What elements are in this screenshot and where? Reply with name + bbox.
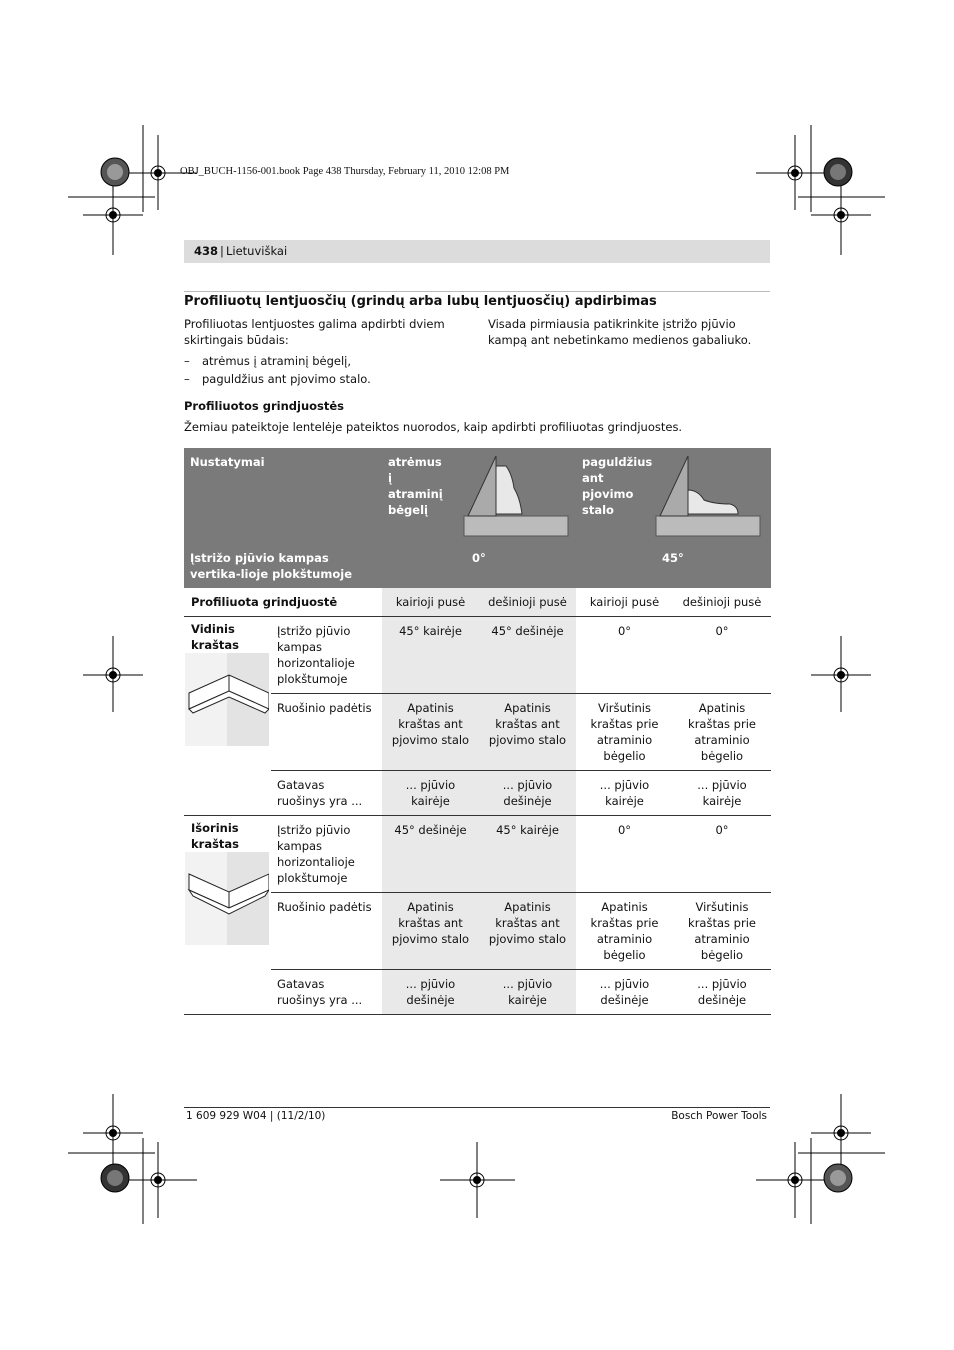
footer-brand: Bosch Power Tools bbox=[671, 1110, 767, 1122]
row-label: Įstrižo pjūvio kampas horizontalioje plokštumoje bbox=[277, 624, 355, 686]
bullet-item: atrėmus į atraminį bėgelį, bbox=[202, 354, 352, 368]
row-label: Gatavas ruošinys yra ... bbox=[271, 771, 382, 816]
fence-position-icon bbox=[462, 454, 572, 538]
bullet-item: paguldžius ant pjovimo stalo. bbox=[202, 372, 371, 386]
group-name: Išorinis kraštas bbox=[191, 821, 240, 851]
header-group-fence-label: atrėmus į atraminį bėgelį bbox=[388, 455, 443, 517]
table-row bbox=[184, 694, 771, 771]
table-cell: Viršutinis kraštas prie atraminio bėgelio bbox=[673, 893, 771, 970]
table-cell: Apatinis kraštas prie atraminio bėgelio bbox=[576, 893, 673, 970]
table-cell: 0° bbox=[617, 823, 632, 837]
table-cell: ... pjūvio kairėje bbox=[673, 771, 771, 816]
table-cell: 45° dešinėje bbox=[479, 617, 576, 694]
table-cell: ... pjūvio kairėje bbox=[382, 771, 479, 816]
table-angle-row bbox=[184, 548, 771, 588]
table-subheader-row bbox=[184, 588, 771, 617]
table-cell: ... pjūvio dešinėje bbox=[673, 970, 771, 1015]
header-language: Lietuviškai bbox=[226, 244, 288, 258]
table-cell: ... pjūvio kairėje bbox=[479, 970, 576, 1015]
subheader-label: Profiliuota grindjuostė bbox=[184, 588, 382, 617]
table-cell: Apatinis kraštas ant pjovimo stalo bbox=[479, 694, 576, 771]
table-cell: Apatinis kraštas ant pjovimo stalo bbox=[382, 893, 479, 970]
table-cell: 0° bbox=[715, 624, 729, 638]
row-label: Ruošinio padėtis bbox=[271, 893, 382, 970]
table-header-row bbox=[184, 448, 771, 548]
table-cell: 45° kairėje bbox=[479, 816, 576, 893]
subheading: Profiliuotos grindjuostės bbox=[184, 399, 345, 413]
table-row bbox=[184, 771, 771, 816]
header-settings: Nustatymai bbox=[184, 448, 382, 548]
group-name: Vidinis kraštas bbox=[191, 622, 240, 652]
subheader-col: dešinioji pusė bbox=[673, 588, 771, 617]
row-label: Gatavas ruošinys yra ... bbox=[271, 970, 382, 1015]
group-cell-outer bbox=[184, 816, 271, 1015]
table-row bbox=[184, 893, 771, 970]
vertical-angle-label: Įstrižo pjūvio kampas vertika-lioje plokštumoje bbox=[184, 548, 382, 588]
settings-table bbox=[184, 448, 771, 1015]
section-rule bbox=[184, 291, 770, 292]
table-cell: Apatinis kraštas prie atraminio bėgelio bbox=[673, 694, 771, 771]
subheader-col: dešinioji pusė bbox=[479, 588, 576, 617]
subheader-col: kairioji pusė bbox=[382, 588, 479, 617]
footer-doc-id: 1 609 929 W04 | (11/2/10) bbox=[186, 1110, 326, 1122]
header-separator: | bbox=[220, 244, 224, 258]
page-number: 438 bbox=[194, 244, 219, 258]
table-cell: ... pjūvio dešinėje bbox=[576, 970, 673, 1015]
table-cell: 0° bbox=[617, 624, 632, 638]
row-label: Ruošinio padėtis bbox=[271, 694, 382, 771]
header-group-table-label: paguldžius ant pjovimo stalo bbox=[582, 455, 653, 517]
table-row bbox=[184, 617, 771, 694]
header-group-table bbox=[576, 448, 771, 548]
table-intro: Žemiau pateiktoje lentelėje pateiktos nuorodos, kaip apdirbti profiliuotas grindjuostes. bbox=[184, 420, 683, 434]
row-label: Įstrižo pjūvio kampas horizontalioje plokštumoje bbox=[277, 823, 355, 885]
intro-right: Visada pirmiausia patikrinkite įstrižo pjūvio kampą ant nebetinkamo medienos gabaliuko. bbox=[488, 317, 752, 347]
bullet-dash: – bbox=[184, 354, 190, 368]
table-position-icon bbox=[654, 454, 764, 538]
section-title: Profiliuotų lentjuosčių (grindų arba lubų lentjuosčių) apdirbimas bbox=[184, 294, 657, 309]
angle-fence: 0° bbox=[382, 548, 576, 588]
bullet-dash: – bbox=[184, 372, 190, 386]
inner-corner-illustration bbox=[185, 653, 269, 746]
table-cell: Apatinis kraštas ant pjovimo stalo bbox=[382, 694, 479, 771]
header-group-fence bbox=[382, 448, 576, 548]
table-row bbox=[184, 816, 771, 893]
table-cell: ... pjūvio kairėje bbox=[576, 771, 673, 816]
subheader-col: kairioji pusė bbox=[576, 588, 673, 617]
angle-table: 45° bbox=[576, 548, 771, 588]
table-cell: Apatinis kraštas ant pjovimo stalo bbox=[479, 893, 576, 970]
outer-corner-illustration bbox=[185, 852, 269, 945]
page-header bbox=[184, 240, 770, 263]
table-cell: 45° kairėje bbox=[382, 617, 479, 694]
table-cell: 0° bbox=[715, 823, 729, 837]
table-cell: ... pjūvio dešinėje bbox=[382, 970, 479, 1015]
table-cell: Viršutinis kraštas prie atraminio bėgelio bbox=[576, 694, 673, 771]
intro-left: Profiliuotas lentjuostes galima apdirbti dviem skirtingais būdais: bbox=[184, 317, 445, 347]
footer-rule bbox=[184, 1107, 770, 1108]
table-row bbox=[184, 970, 771, 1015]
group-cell-inner bbox=[184, 617, 271, 816]
table-cell: 45° dešinėje bbox=[382, 816, 479, 893]
print-slug: OBJ_BUCH-1156-001.book Page 438 Thursday, February 11, 2010 12:08 PM bbox=[180, 166, 510, 177]
table-cell: ... pjūvio dešinėje bbox=[479, 771, 576, 816]
